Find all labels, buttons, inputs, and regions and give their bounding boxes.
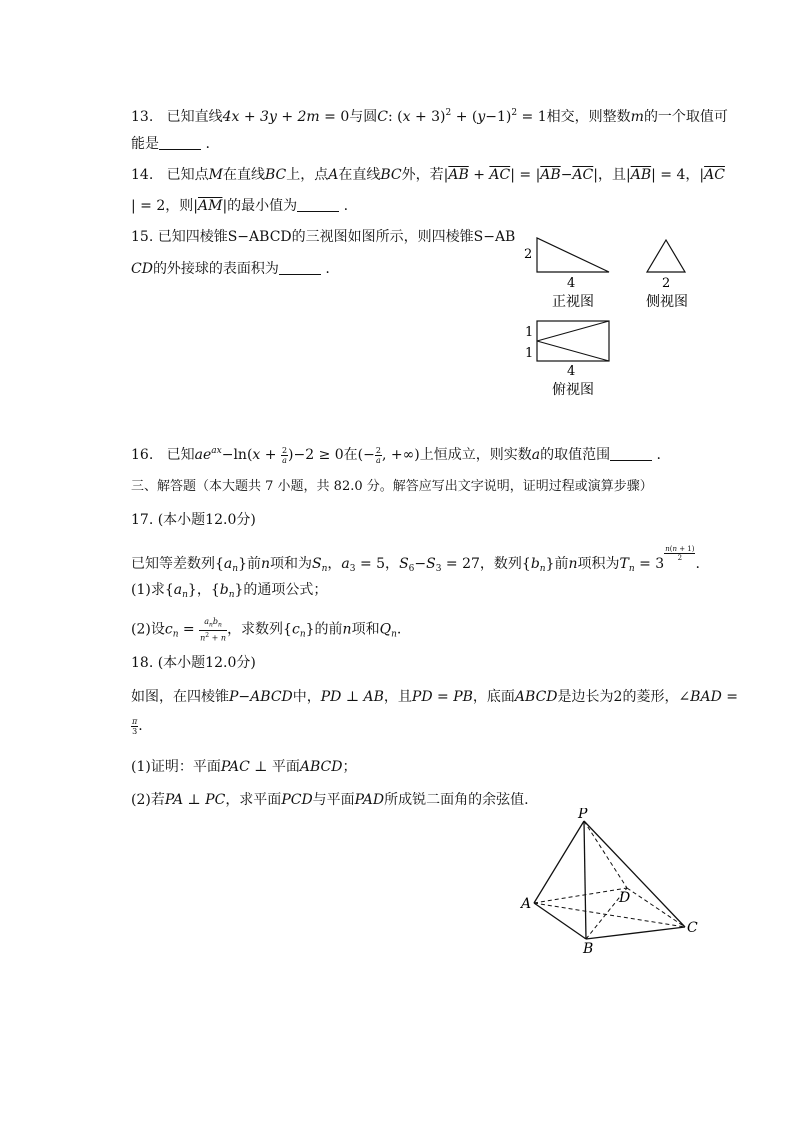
q18-stem2: $\frac{\pi}{3}$ . xyxy=(132,716,143,736)
pyramid-figure xyxy=(515,808,705,958)
top-upper-label: 1 xyxy=(525,325,534,340)
front-height-label: 2 xyxy=(524,247,533,262)
side-view xyxy=(646,240,688,310)
top-view xyxy=(525,321,609,398)
vertex-b-label: B xyxy=(583,941,594,957)
answer-blank[interactable] xyxy=(279,260,321,275)
answer-blank[interactable] xyxy=(297,197,339,212)
q17-part1: (1)求$\{a_n\}$，$\{b_n\}$的通项公式； xyxy=(131,582,328,600)
q13-line2: 能是 . xyxy=(131,136,210,152)
side-view-label: 侧视图 xyxy=(646,294,688,310)
q13-line1: 13. 已知直线4x + 3y + 2m = 0与圆C: $(x + 3)^2 + (y-1)^2 = 1$相交，则整数m的一个取值可 xyxy=(131,108,728,125)
q18-head: 18. (本小题12.0分) xyxy=(131,655,256,671)
q18-part1: (1)证明：平面PAC ⊥ 平面ABCD； xyxy=(131,759,357,775)
top-width-label: 4 xyxy=(567,364,576,379)
q17-head: 17. (本小题12.0分) xyxy=(131,512,256,528)
q16-line1: 16. 已知$ae^{ax}-\ln(x$ + $\frac{2}{a}$ )−2 ≥ 0在(− $\frac{2}{a}$ , +∞)上恒成立，则实数a的取值范围 . xyxy=(131,445,662,465)
answer-blank[interactable] xyxy=(159,135,201,150)
front-width-label: 4 xyxy=(567,276,576,291)
q18-part2: (2)若PA ⊥ PC，求平面PCD与平面PAD所成锐二面角的余弦值. xyxy=(131,792,529,808)
answer-blank[interactable] xyxy=(610,446,652,461)
vertex-d-label: D xyxy=(619,890,631,906)
q14-line2: | = 2，则$|\overline{AM}|$的最小值为 . xyxy=(131,198,349,214)
vertex-c-label: C xyxy=(687,920,698,936)
section-heading: 三、解答题（本大题共 7 小题，共 82.0 分。解答应写出文字说明，证明过程或演算步骤） xyxy=(131,479,653,494)
q15-line1: 15. 已知四棱锥S−ABCD的三视图如图所示，则四棱锥S−AB xyxy=(131,229,516,245)
q17-part2: (2)设$c_n$ = $\frac{a_nb_n}{n^2 + n}$ ，求数列$\{c_n\}$的前n项和$Q_n$. xyxy=(131,617,402,643)
q17-stem: 已知等差数列$\{a_n\}$前n项和为$S_n$，$a_3 = 5$，$S_6-S_3 = 27$，数列$\{b_n\}$前n项积为$T_n = 3$ $\frac{n(n + 1)}{2}$ . xyxy=(131,545,700,574)
vertex-a-label: A xyxy=(521,896,532,912)
three-view-figure xyxy=(515,228,705,403)
top-lower-label: 1 xyxy=(525,346,534,361)
front-view-label: 正视图 xyxy=(552,294,594,310)
vertex-p-label: P xyxy=(578,808,588,822)
q18-stem1: 如图，在四棱锥P−ABCD中，PD ⊥ AB，且PD = PB，底面ABCD是边长为2的菱形，∠BAD = xyxy=(131,689,738,705)
q14-line1: 14. 已知点M在直线BC上，点A在直线BC外，若$|\overline{AB} + \overline{AC}| = |\overline{AB}-\overline{AC}|$，且$|\overline{AB}| = 4$，$|\overline{AC}$ xyxy=(131,167,725,183)
top-view-label: 俯视图 xyxy=(552,382,594,398)
front-view xyxy=(524,238,609,310)
q15-line2: CD的外接球的表面积为 . xyxy=(131,261,330,277)
side-width-label: 2 xyxy=(662,276,671,291)
